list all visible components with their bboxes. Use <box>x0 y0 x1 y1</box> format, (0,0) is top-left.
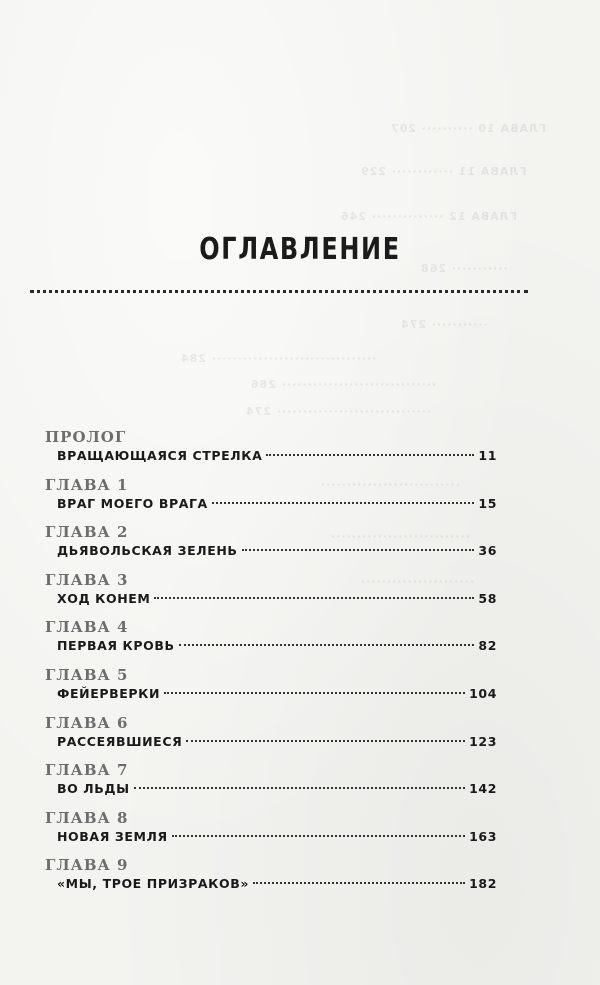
chapter-title: ВО ЛЬДЫ <box>57 781 130 797</box>
toc-line <box>57 780 497 798</box>
toc-line <box>57 590 497 608</box>
page-number: 58 <box>478 590 497 606</box>
chapter-label: ПРОЛОГ <box>45 428 127 446</box>
toc-line <box>57 495 497 513</box>
toc-entry[interactable] <box>45 428 497 476</box>
toc-entry[interactable] <box>45 618 497 666</box>
dot-leader <box>253 882 465 884</box>
chapter-title: ХОД КОНЕМ <box>57 590 151 606</box>
toc-entry[interactable] <box>45 571 497 619</box>
toc-entry[interactable] <box>45 856 497 904</box>
dot-leader <box>179 644 475 646</box>
toc-entry[interactable] <box>45 809 497 857</box>
chapter-title: ВРАГ МОЕГО ВРАГА <box>57 495 208 511</box>
toc-line <box>57 637 497 655</box>
table-of-contents <box>45 428 497 904</box>
chapter-label: ГЛАВА 1 <box>45 475 129 494</box>
chapter-label: ГЛАВА 2 <box>45 523 129 542</box>
title-dotted-rule <box>30 290 528 293</box>
toc-entry[interactable] <box>45 476 497 524</box>
toc-entry[interactable] <box>45 714 497 762</box>
toc-line <box>57 685 497 703</box>
chapter-label: ГЛАВА 4 <box>45 618 129 637</box>
chapter-label: ГЛАВА 8 <box>45 808 129 827</box>
page-number: 82 <box>478 638 497 654</box>
toc-line <box>57 447 497 465</box>
page-number: 104 <box>469 685 497 701</box>
page-number: 11 <box>478 448 497 463</box>
dot-leader <box>154 597 474 599</box>
chapter-title: «МЫ, ТРОЕ ПРИЗРАКОВ» <box>57 876 250 892</box>
toc-entry[interactable] <box>45 523 497 571</box>
chapter-title: НОВАЯ ЗЕМЛЯ <box>57 828 168 844</box>
page-number: 123 <box>469 733 497 749</box>
dot-leader <box>186 740 465 742</box>
toc-line <box>57 875 497 893</box>
chapter-label: ГЛАВА 7 <box>45 761 129 780</box>
dot-leader <box>242 549 475 551</box>
chapter-title: ДЬЯВОЛЬСКАЯ ЗЕЛЕНЬ <box>57 543 238 559</box>
page-number: 142 <box>469 781 497 797</box>
page-number: 163 <box>469 828 497 844</box>
toc-line <box>57 828 497 846</box>
chapter-title: ПЕРВАЯ КРОВЬ <box>57 638 175 654</box>
page-title: ОГЛАВЛЕНИЕ <box>199 232 401 267</box>
chapter-label: ГЛАВА 6 <box>45 713 129 732</box>
chapter-title: ВРАЩАЮЩАЯСЯ СТРЕЛКА <box>57 448 263 463</box>
page-number: 182 <box>469 876 497 892</box>
dot-leader <box>164 692 465 694</box>
dot-leader <box>134 787 465 789</box>
page-number: 36 <box>478 543 497 559</box>
dot-leader <box>212 502 475 504</box>
toc-line <box>57 542 497 560</box>
chapter-label: ГЛАВА 5 <box>45 665 129 684</box>
toc-line <box>57 733 497 751</box>
chapter-title: РАССЕЯВШИЕСЯ <box>57 733 183 749</box>
chapter-label: ГЛАВА 3 <box>45 570 129 589</box>
show-through-texture: ГЛАВА 10 ·········· 207 ГЛАВА 11 ············ 229 ГЛАВА 12 ·············· 246 ··········· 268 ··········· 274 ································ 284 ······························ 286 ······························ 274 ··························· ··························· ······················ <box>180 122 547 588</box>
toc-entry[interactable] <box>45 666 497 714</box>
toc-entry[interactable] <box>45 761 497 809</box>
dot-leader <box>266 454 474 456</box>
chapter-label: ГЛАВА 9 <box>45 856 129 875</box>
dot-leader <box>172 835 465 837</box>
page-number: 15 <box>478 495 497 511</box>
chapter-title: ФЕЙЕРВЕРКИ <box>57 685 161 701</box>
